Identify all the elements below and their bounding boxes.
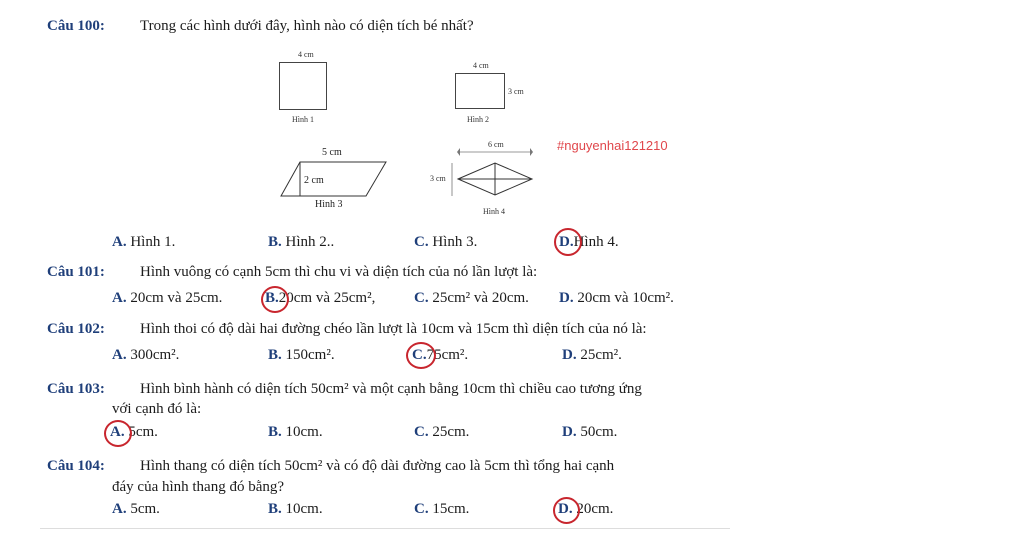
option-d-q101[interactable] <box>559 290 674 307</box>
option-text: 5cm. <box>128 424 158 440</box>
option-text: 25cm² và 20cm. <box>432 290 529 306</box>
option-letter: B. <box>268 347 282 363</box>
option-text: Hình 4. <box>573 234 619 250</box>
option-letter: B. <box>265 290 279 306</box>
option-letter: C. <box>414 290 429 306</box>
question-number-102: Câu 102: <box>47 321 105 337</box>
option-letter: A. <box>110 424 125 440</box>
fig2-dim-top-label: 4 cm <box>473 61 489 70</box>
option-letter: B. <box>268 501 282 517</box>
option-b-q102[interactable] <box>268 347 335 364</box>
option-text: 20cm. <box>576 501 614 517</box>
option-letter: A. <box>112 501 127 517</box>
option-text: 25cm. <box>432 424 470 440</box>
question-number-100: Câu 100: <box>47 18 105 34</box>
option-a-q102[interactable] <box>112 347 179 364</box>
option-d-q103[interactable] <box>562 424 617 441</box>
fig3-caption: Hình 3 <box>315 199 343 210</box>
option-b-q103[interactable] <box>268 424 323 441</box>
option-text: 75cm². <box>426 347 469 363</box>
question-number-104: Câu 104: <box>47 458 105 474</box>
fig2-dim-side-label: 3 cm <box>508 87 524 96</box>
fig4-dim-side-label: 3 cm <box>430 174 446 183</box>
option-text: 5cm. <box>130 501 160 517</box>
option-text: 50cm. <box>580 424 618 440</box>
option-text: 20cm và 10cm². <box>577 290 674 306</box>
question-text-100: Trong các hình dưới đây, hình nào có diện tích bé nhất? <box>140 18 474 34</box>
fig1-square <box>279 62 327 110</box>
option-letter: D. <box>559 234 574 250</box>
option-text: 10cm. <box>285 501 323 517</box>
question-text-103: Hình bình hành có diện tích 50cm² và một cạnh bằng 10cm thì chiều cao tương ứng <box>140 381 642 397</box>
option-letter: C. <box>412 347 427 363</box>
option-a-q101[interactable] <box>112 290 222 307</box>
question-text-104: Hình thang có diện tích 50cm² và có độ dài đường cao là 5cm thì tổng hai cạnh <box>140 458 615 474</box>
option-b-q104[interactable] <box>268 501 323 518</box>
option-letter: B. <box>268 234 282 250</box>
option-text: 10cm. <box>285 424 323 440</box>
option-letter: D. <box>558 501 573 517</box>
answer-mark-circle-q101 <box>261 286 289 313</box>
fig1-caption: Hình 1 <box>292 115 314 124</box>
option-letter: C. <box>414 234 429 250</box>
option-d-q102[interactable] <box>562 347 622 364</box>
fig3-height-label: 2 cm <box>304 175 324 186</box>
option-text: Hình 1. <box>130 234 176 250</box>
question-text-102: Hình thoi có độ dài hai đường chéo lần lượt là 10cm và 15cm thì diện tích của nó là: <box>140 321 647 337</box>
fig2-caption: Hình 2 <box>467 115 489 124</box>
option-text: 25cm². <box>580 347 622 363</box>
question-text-104-line2: đáy của hình thang đó bằng? <box>112 479 285 495</box>
fig4-caption: Hình 4 <box>483 207 505 216</box>
option-letter: B. <box>268 424 282 440</box>
option-letter: C. <box>414 424 429 440</box>
option-text: 300cm². <box>130 347 180 363</box>
fig2-rectangle <box>455 73 505 109</box>
watermark-hashtag: #nguyenhai121210 <box>557 138 668 153</box>
option-c-q103[interactable] <box>414 424 469 441</box>
answer-mark-circle-q100 <box>554 228 582 256</box>
answer-mark-circle-q103 <box>104 420 132 447</box>
question-number-103: Câu 103: <box>47 381 105 397</box>
option-letter: C. <box>414 501 429 517</box>
fig3-dim-top-label: 5 cm <box>322 147 342 158</box>
option-letter: D. <box>559 290 574 306</box>
option-letter: D. <box>562 424 577 440</box>
option-letter: D. <box>562 347 577 363</box>
option-text: 150cm². <box>285 347 335 363</box>
option-text: 20cm và 25cm. <box>130 290 223 306</box>
option-letter: A. <box>112 290 127 306</box>
question-text-101: Hình vuông có cạnh 5cm thì chu vi và diện tích của nó lần lượt là: <box>140 264 538 280</box>
fig1-dim-label: 4 cm <box>298 50 314 59</box>
option-letter: A. <box>112 234 127 250</box>
option-b-q100[interactable] <box>268 234 334 251</box>
question-text-103-line2: với cạnh đó là: <box>112 401 202 417</box>
option-text: Hình 3. <box>432 234 478 250</box>
option-c-q101[interactable] <box>414 290 529 307</box>
answer-mark-circle-q102 <box>406 342 436 369</box>
question-number-101: Câu 101: <box>47 264 105 280</box>
option-a-q104[interactable] <box>112 501 160 518</box>
option-text: 20cm và 25cm², <box>278 290 376 306</box>
option-letter: A. <box>112 347 127 363</box>
option-a-q100[interactable] <box>112 234 175 251</box>
fig4-dim-top-label: 6 cm <box>488 140 504 149</box>
fig3-parallelogram <box>280 160 390 200</box>
option-c-q100[interactable] <box>414 234 477 251</box>
option-text: Hình 2.. <box>285 234 335 250</box>
fig4-rhombus <box>440 148 540 204</box>
option-c-q104[interactable] <box>414 501 469 518</box>
bottom-divider <box>40 528 730 529</box>
answer-mark-circle-q104 <box>553 497 580 524</box>
option-text: 15cm. <box>432 501 470 517</box>
